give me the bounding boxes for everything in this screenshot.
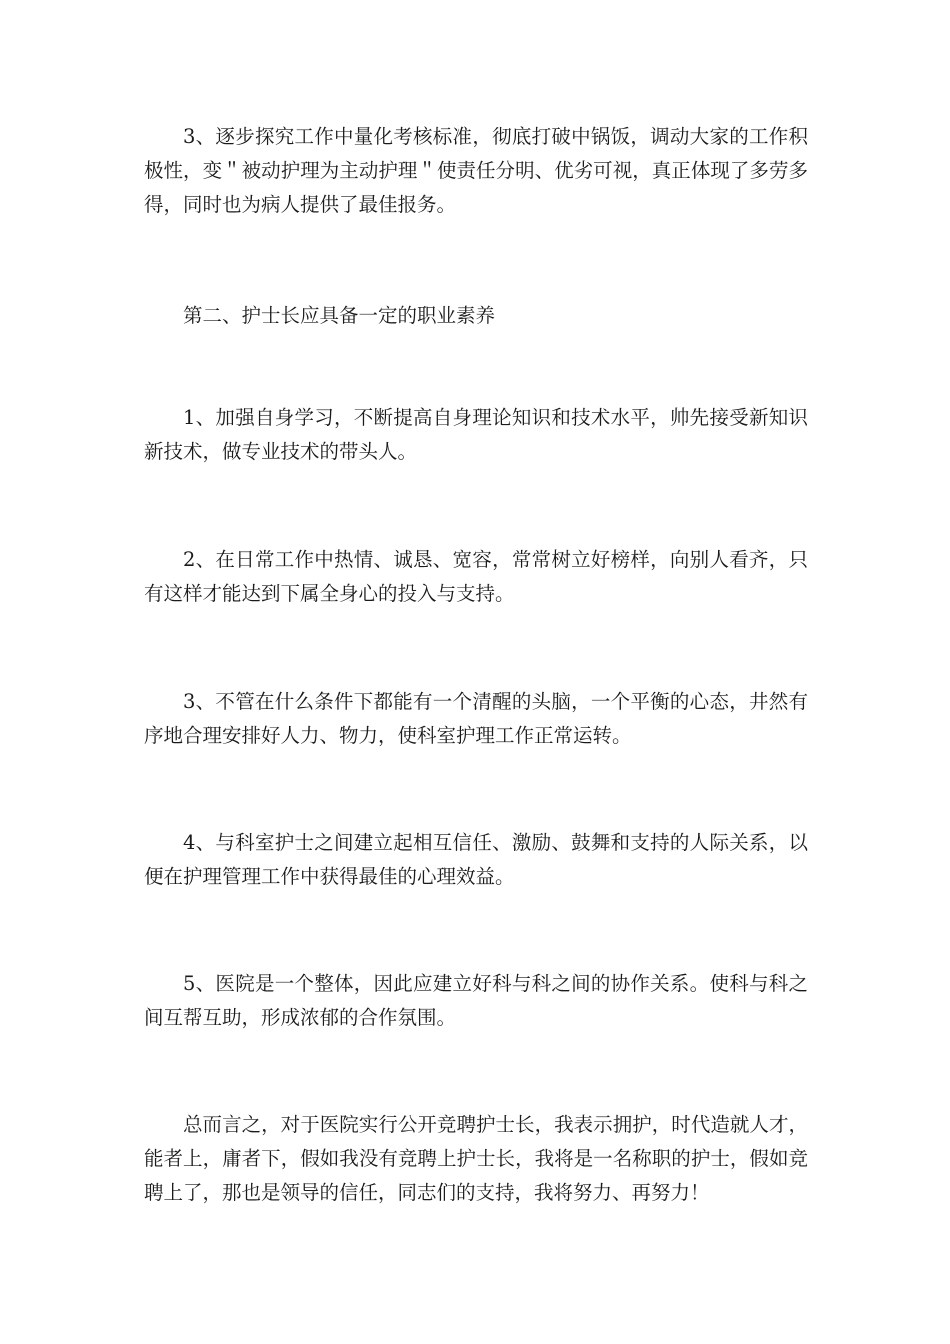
paragraph-point-3-quantified-assessment: 3、逐步探究工作中量化考核标准，彻底打破中锅饭，调动大家的工作积极性，变＂被动护理为主动护理＂使责任分明、优劣可视，真正体现了多劳多得，同时也为病人提供了最佳报务。 xyxy=(144,125,808,216)
paragraph-point-1-self-study: 1、加强自身学习，不断提高自身理论知识和技术水平，帅先接受新知识新技术，做专业技术的带头人。 xyxy=(144,406,808,463)
section-heading-professional-qualities: 第二、护士长应具备一定的职业素养 xyxy=(183,304,496,327)
paragraph-point-3-clear-mind: 3、不管在什么条件下都能有一个清醒的头脑，一个平衡的心态，井然有序地合理安排好人力、物力，使科室护理工作正常运转。 xyxy=(144,690,808,747)
paragraph-point-5-cooperation: 5、医院是一个整体，因此应建立好科与科之间的协作关系。使科与科之间互帮互助，形成浓郁的合作氛围。 xyxy=(144,972,808,1029)
paragraph-point-2-daily-work: 2、在日常工作中热情、诚恳、宽容，常常树立好榜样，向别人看齐，只有这样才能达到下属全身心的投入与支持。 xyxy=(144,548,808,605)
paragraph-point-4-relationships: 4、与科室护士之间建立起相互信任、激励、鼓舞和支持的人际关系，以便在护理管理工作中获得最佳的心理效益。 xyxy=(144,831,808,888)
paragraph-conclusion: 总而言之，对于医院实行公开竞聘护士长，我表示拥护，时代造就人才，能者上，庸者下，假如我没有竞聘上护士长，我将是一名称职的护士，假如竞聘上了，那也是领导的信任，同志们的支持，我将努力、再努力！ xyxy=(144,1113,808,1204)
